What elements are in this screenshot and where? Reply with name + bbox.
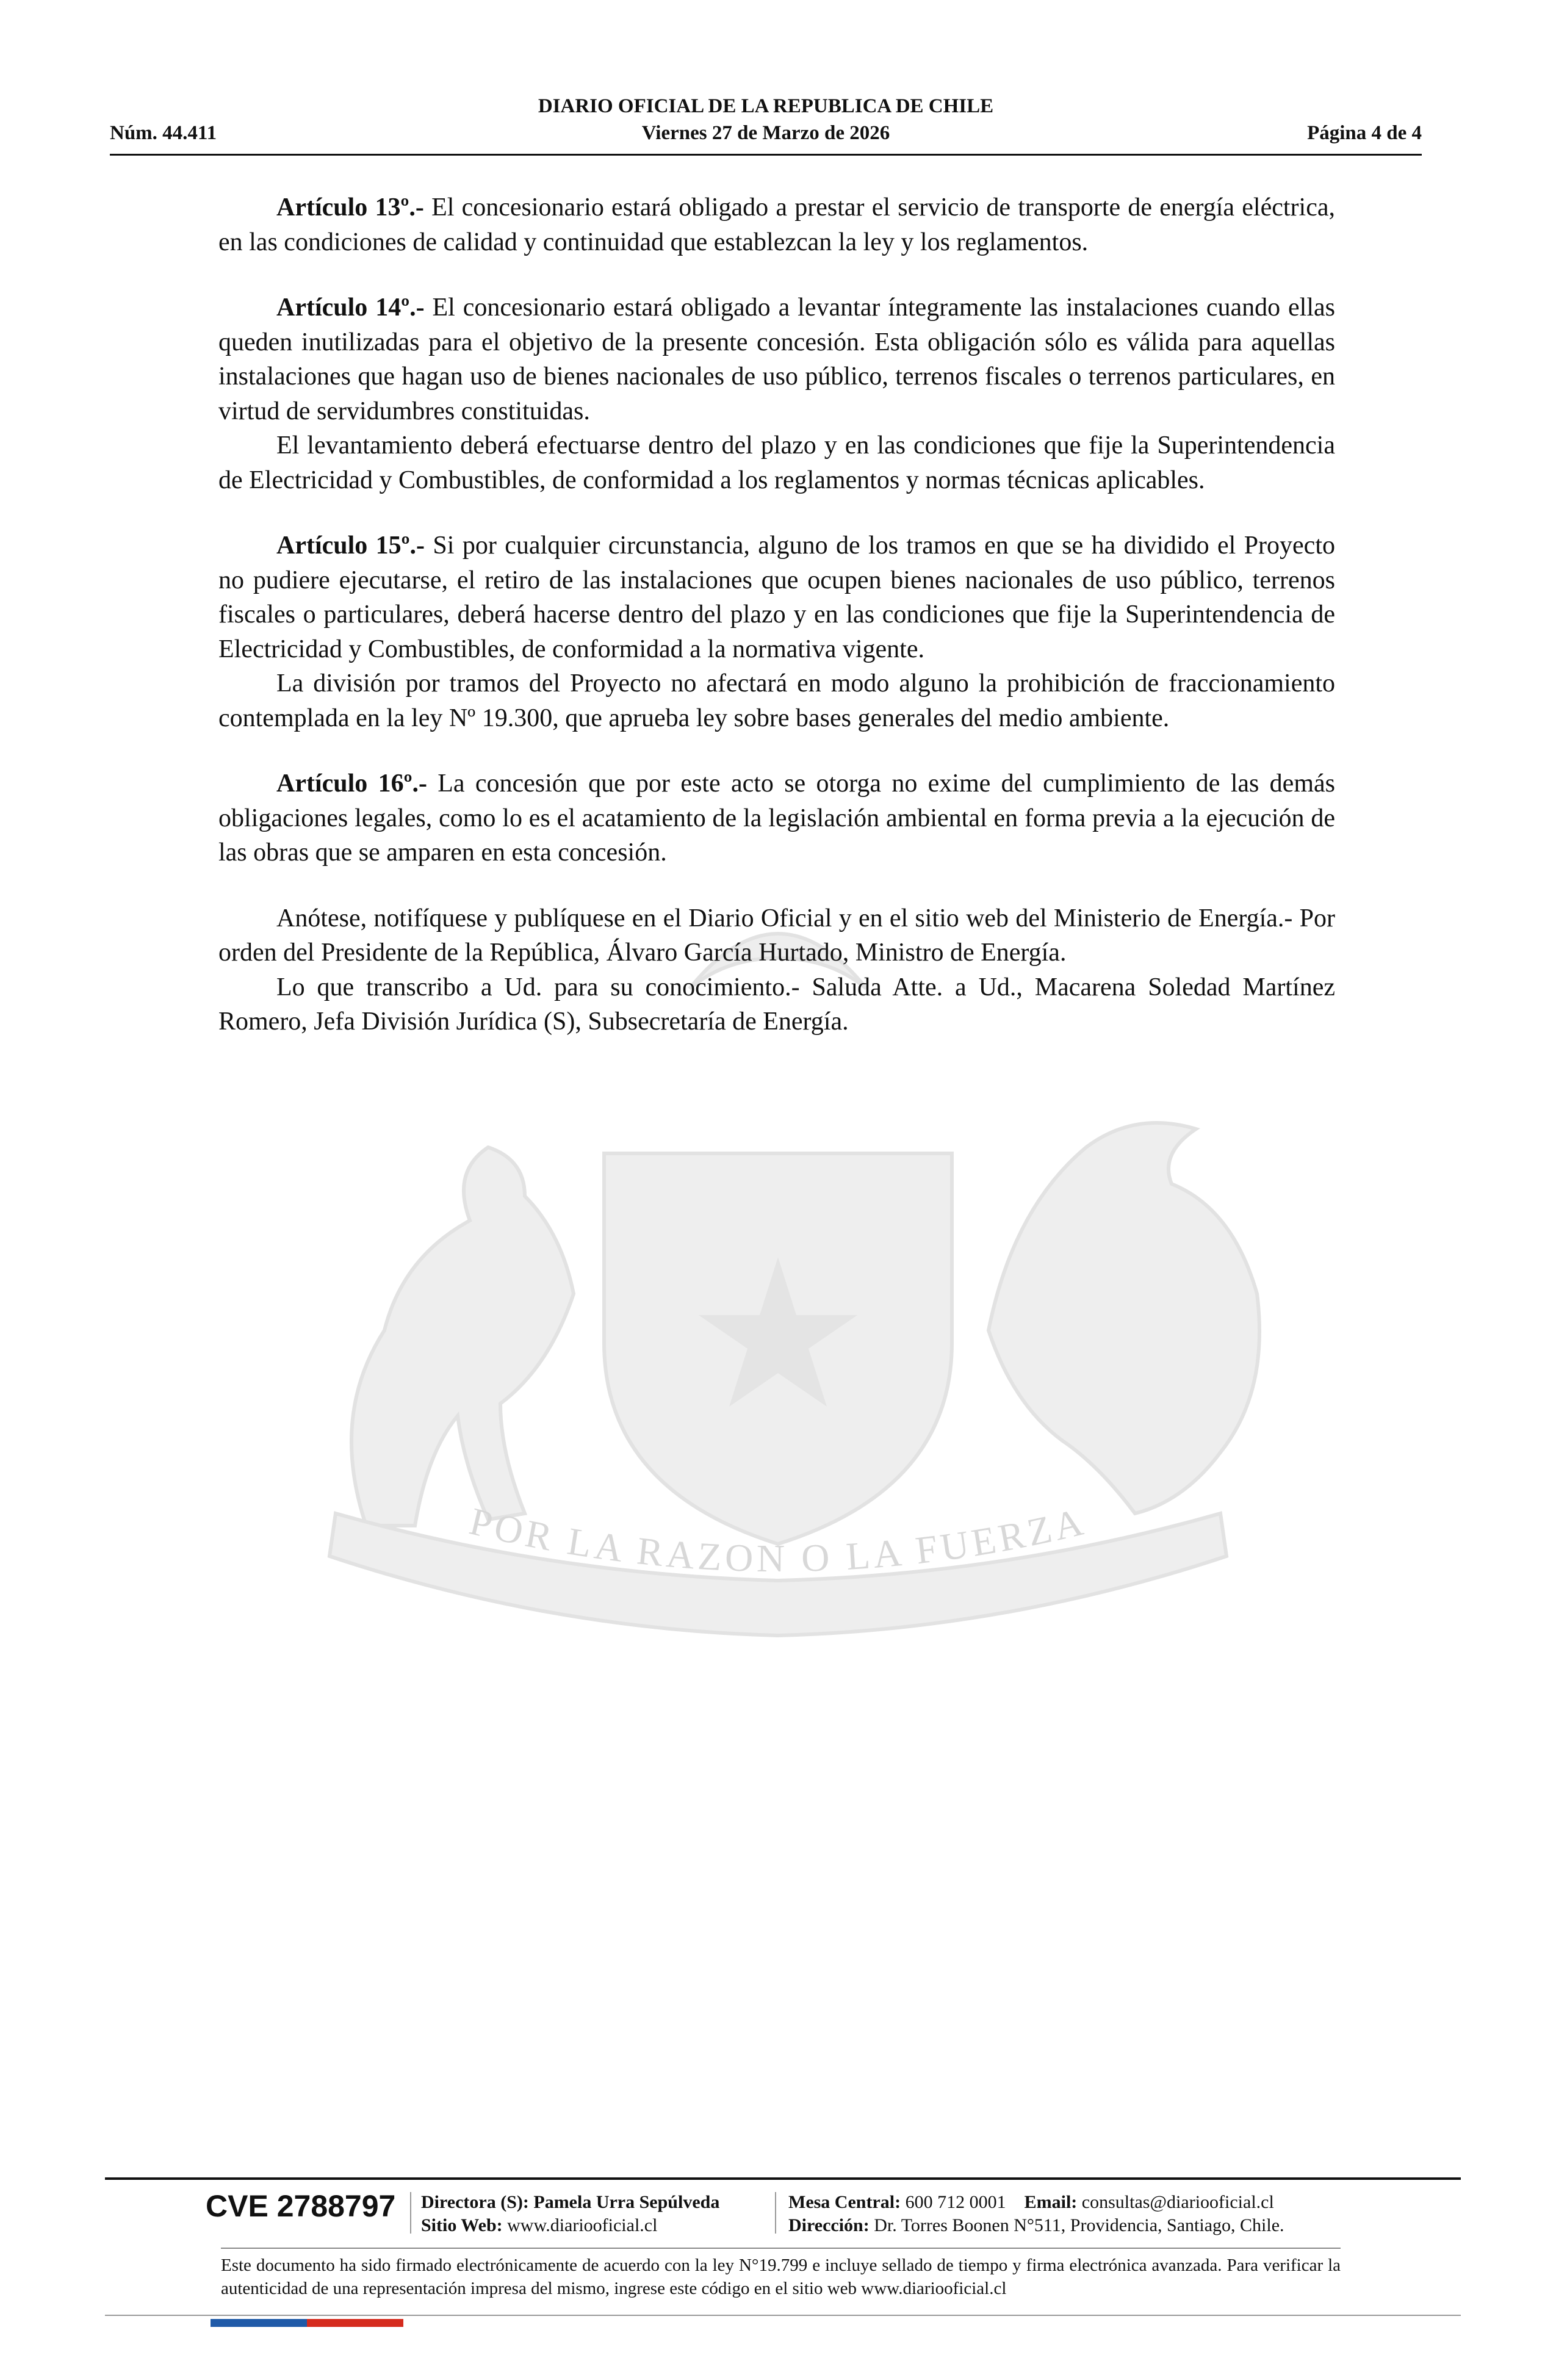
article-heading: Artículo 13º.- [276,193,424,222]
article-heading: Artículo 16º.- [276,770,427,798]
signature-paragraph: Lo que transcribo a Ud. para su conocimiento.- Saluda Atte. a Ud., Macarena Soledad Martínez Romero, Jefa División Jurídica (S), Subsecretaría de Energía. [218,973,1335,1036]
address-value: Dr. Torres Boonen N°511, Providencia, Santiago, Chile. [869,2215,1284,2235]
website-label: Sitio Web: [421,2215,503,2235]
phone-value: 600 712 0001 [901,2192,1006,2212]
article-heading: Artículo 14º.- [276,294,425,322]
footer-separator [410,2192,411,2234]
article-13 [218,190,1335,259]
website-link[interactable]: www.diariooficial.cl [502,2215,658,2235]
article-15-paragraph-2: La división por tramos del Proyecto no afectará en modo alguno la prohibición de fraccionamiento contemplada en la ley Nº 19.300, que aprueba ley sobre bases generales del medio ambiente. [218,669,1335,732]
flag-stripe-blue [211,2319,307,2327]
article-text: La concesión que por este acto se otorga no exime del cumplimiento de las demás obligaciones legales, como lo es el acatamiento de la legislación ambiental en forma previa a la ejecución de las obras que se amparen en esta concesión. [218,770,1335,867]
publication-title: DIARIO OFICIAL DE LA REPUBLICA DE CHILE [538,95,994,117]
page-indicator: Página 4 de 4 [1307,122,1422,144]
article-14 [218,290,1335,428]
footer-contact-left [421,2191,719,2237]
signature-disclaimer: Este documento ha sido firmado electrónicamente de acuerdo con la ley N°19.799 e incluye sellado de tiempo y firma electrónica avanzada. Para verificar la autenticidad de una representación impresa del mismo, ingrese este código en el sitio web www.diariooficial.cl [221,2256,1341,2298]
article-15 [218,528,1335,666]
article-text: Si por cualquier circunstancia, alguno de los tramos en que se ha dividido el Proyecto no pudiere ejecutarse, el retiro de las instalaciones que ocupen bienes nacionales de uso público, terrenos fiscales o particulares, deberá hacerse dentro del plazo y en las condiciones que fije la Superintendencia de Electricidad y Combustibles, de conformidad a la normativa vigente. [218,532,1335,663]
email-label: Email: [1024,2192,1078,2212]
footer-divider-bottom [105,2315,1461,2316]
article-14-paragraph-2: El levantamiento deberá efectuarse dentro del plazo y en las condiciones que fije la Superintendencia de Electricidad y Combustibles, de conformidad a los reglamentos y normas técnicas aplicables. [218,431,1335,494]
director-name: Directora (S): Pamela Urra Sepúlveda [421,2192,720,2212]
article-heading: Artículo 15º.- [276,532,425,560]
address-label: Dirección: [788,2215,870,2235]
page-header [110,92,1422,159]
footer-contact-right [788,2191,1284,2237]
header-divider [110,154,1422,156]
flag-stripe-red [307,2319,403,2327]
footer-divider-top [105,2177,1461,2180]
footer-divider-middle [221,2248,1341,2249]
footer-separator [775,2192,776,2234]
cve-code: CVE 2788797 [206,2189,396,2223]
document-body [218,190,1335,1039]
issue-date: Viernes 27 de Marzo de 2026 [641,122,890,144]
closing-paragraph: Anótese, notifíquese y publíquese en el Diario Oficial y en el sitio web del Ministerio de Energía.- Por orden del Presidente de la República, Álvaro García Hurtado, Ministro de Energía. [218,904,1335,967]
article-16 [218,766,1335,870]
article-text: El concesionario estará obligado a prestar el servicio de transporte de energía eléctrica, en las condiciones de calidad y continuidad que establezcan la ley y los reglamentos. [218,193,1335,256]
article-text: El concesionario estará obligado a levantar íntegramente las instalaciones cuando ellas queden inutilizadas para el objetivo de la presente concesión. Esta obligación sólo es válida para aquellas instalaciones que hagan uso de bienes nacionales de uso público, terrenos fiscales o terrenos particulares, en virtud de servidumbres constituidas. [218,294,1335,425]
phone-label: Mesa Central: [788,2192,901,2212]
motto-text: POR LA RAZON O LA FUERZA [466,1499,1090,1581]
issue-number: Núm. 44.411 [110,122,217,144]
email-link[interactable]: consultas@diariooficial.cl [1077,2192,1274,2212]
